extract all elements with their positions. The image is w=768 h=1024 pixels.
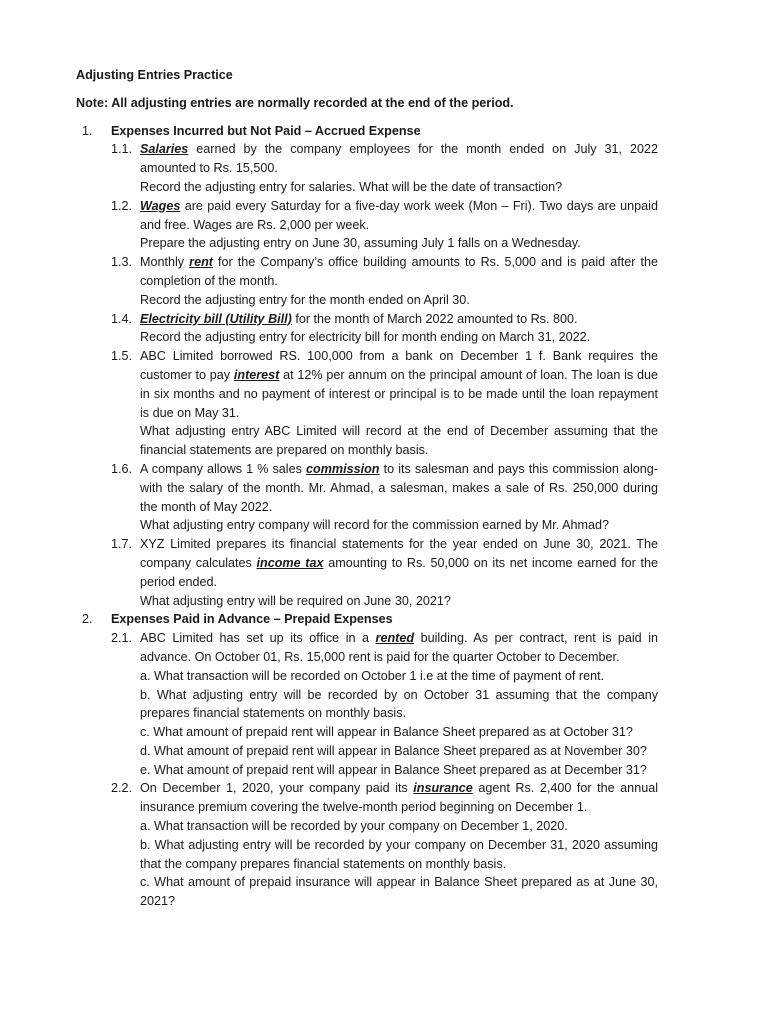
- question-subtext: Prepare the adjusting entry on June 30, assuming July 1 falls on a Wednesday.: [140, 236, 581, 251]
- question-text: [140, 779, 658, 817]
- question-text-post: for the month of March 2022 amounted to Rs. 800.: [291, 311, 578, 326]
- question-text: [140, 253, 658, 291]
- sections-list: [76, 122, 658, 911]
- question-number: 2.1.: [111, 631, 133, 646]
- question-text-post: for the Company’s office building amounts to Rs. 5,000 and is paid after the completion of the month.: [140, 255, 658, 288]
- question-subtext: c. What amount of prepaid rent will appear in Balance Sheet prepared as at October 31?: [140, 725, 633, 740]
- question-item: [105, 197, 658, 253]
- question-text-pre: A company allows 1 % sales: [140, 461, 307, 476]
- question-text: [140, 629, 658, 667]
- question-body: [140, 347, 658, 460]
- section-title: Expenses Paid in Advance – Prepaid Expenses: [111, 612, 393, 627]
- question-item: [105, 460, 658, 535]
- question-keyword: Salaries: [140, 142, 189, 157]
- question-text: [140, 535, 658, 591]
- question-text-pre: Monthly: [140, 255, 190, 270]
- document-note: Note: All adjusting entries are normally recorded at the end of the period.: [76, 95, 514, 110]
- question-keyword: Electricity bill (Utility Bill): [140, 311, 292, 326]
- question-body: [140, 253, 658, 309]
- question-number: 1.2.: [111, 198, 133, 213]
- section-heading: [76, 122, 658, 141]
- section-title: Expenses Incurred but Not Paid – Accrued Expense: [111, 123, 421, 138]
- question-text: [140, 460, 658, 516]
- question-body: [140, 779, 658, 911]
- question-subtext: a. What transaction will be recorded by your company on December 1, 2020.: [140, 819, 568, 834]
- question-subtext: b. What adjusting entry will be recorded by your company on December 31, 2020 assuming that the company prepares financial statements on monthly basis.: [140, 837, 658, 871]
- question-subtext: Record the adjusting entry for salaries. What will be the date of transaction?: [140, 179, 563, 194]
- question-text: [140, 197, 658, 235]
- question-keyword: insurance: [413, 781, 473, 796]
- question-subtext: c. What amount of prepaid insurance will appear in Balance Sheet prepared as at June 30, 2021?: [140, 875, 658, 909]
- question-body: [140, 310, 658, 348]
- question-text-post: at 12% per annum on the principal amount of loan. The loan is due in six months and no payment of interest or principal is to be made until the loan repayment is due on May 31.: [140, 367, 658, 420]
- question-keyword: rented: [375, 631, 415, 646]
- question-body: [140, 197, 658, 253]
- question-subtext: Record the adjusting entry for the month ended on April 30.: [140, 292, 470, 307]
- question-number: 1.6.: [111, 461, 133, 476]
- question-subtext: What adjusting entry ABC Limited will record at the end of December assuming that the financial statements are prepared on monthly basis.: [140, 424, 658, 458]
- question-subtext: d. What amount of prepaid rent will appear in Balance Sheet prepared as at November 30?: [140, 743, 647, 758]
- question-subtext: What adjusting entry company will record for the commission earned by Mr. Ahmad?: [140, 518, 609, 533]
- question-body: [140, 460, 658, 535]
- question-subtext: Record the adjusting entry for electricity bill for month ending on March 31, 2022.: [140, 330, 591, 345]
- section-heading: [76, 610, 658, 629]
- question-text-pre: ABC Limited borrowed RS. 100,000 from a bank on December 1 f. Bank requires the customer to pay: [140, 349, 658, 382]
- question-number: 1.3.: [111, 255, 133, 270]
- question-text-post: are paid every Saturday for a five-day work week (Mon – Fri). Two days are unpaid and free. Wages are Rs. 2,000 per week.: [140, 198, 658, 232]
- question-text-post: amounting to Rs. 50,000 on its net income earned for the period ended.: [140, 555, 658, 589]
- question-text-pre: XYZ Limited prepares its financial statements for the year ended on June 30, 2021. The company calculates: [140, 537, 658, 570]
- question-number: 2.2.: [111, 781, 133, 796]
- section-number: 2.: [82, 612, 93, 627]
- question-subtext: What adjusting entry will be required on June 30, 2021?: [140, 593, 451, 608]
- question-keyword: Wages: [140, 198, 181, 213]
- question-number: 1.4.: [111, 311, 133, 326]
- question-body: [140, 629, 658, 779]
- question-item: [105, 779, 658, 911]
- question-text-pre: On December 1, 2020, your company paid its: [140, 781, 414, 796]
- question-text-post: building. As per contract, rent is paid in advance. On October 01, Rs. 15,000 rent is paid for the quarter October to December.: [140, 631, 659, 664]
- question-body: [140, 535, 658, 610]
- question-item: [105, 629, 658, 779]
- question-item: [105, 140, 658, 196]
- question-subtext: b. What adjusting entry will be recorded by on October 31 assuming that the company prepares financial statements on monthly basis.: [140, 687, 658, 721]
- question-text-pre: ABC Limited has set up its office in a: [140, 631, 376, 646]
- question-text: [140, 347, 658, 422]
- question-text: [140, 140, 658, 178]
- question-item: [105, 310, 658, 348]
- question-number: 1.1.: [111, 142, 133, 157]
- question-number: 1.7.: [111, 537, 133, 552]
- question-text-post: earned by the company employees for the month ended on July 31, 2022 amounted to Rs. 15,500.: [140, 142, 658, 176]
- question-keyword: income tax: [256, 555, 324, 570]
- question-item: [105, 347, 658, 460]
- question-body: [140, 140, 658, 196]
- question-item: [105, 535, 658, 610]
- question-number: 1.5.: [111, 349, 133, 364]
- question-text-post: agent Rs. 2,400 for the annual insurance premium covering the twelve-month period beginning on December 1.: [140, 781, 658, 815]
- question-item: [105, 253, 658, 309]
- document-title: Adjusting Entries Practice: [76, 68, 233, 82]
- question-subtext: a. What transaction will be recorded on October 1 i.e at the time of payment of rent.: [140, 668, 605, 683]
- question-text: [140, 310, 658, 329]
- question-text-post: to its salesman and pays this commission along-with the salary of the month. Mr. Ahmad, a salesman, makes a sale of Rs. 250,000 during the month of May 2022.: [140, 461, 658, 514]
- section-number: 1.: [82, 123, 93, 138]
- question-subtext: e. What amount of prepaid rent will appear in Balance Sheet prepared as at December 31?: [140, 762, 647, 777]
- question-keyword: interest: [233, 367, 280, 382]
- question-keyword: rent: [189, 255, 213, 270]
- question-keyword: commission: [306, 461, 380, 476]
